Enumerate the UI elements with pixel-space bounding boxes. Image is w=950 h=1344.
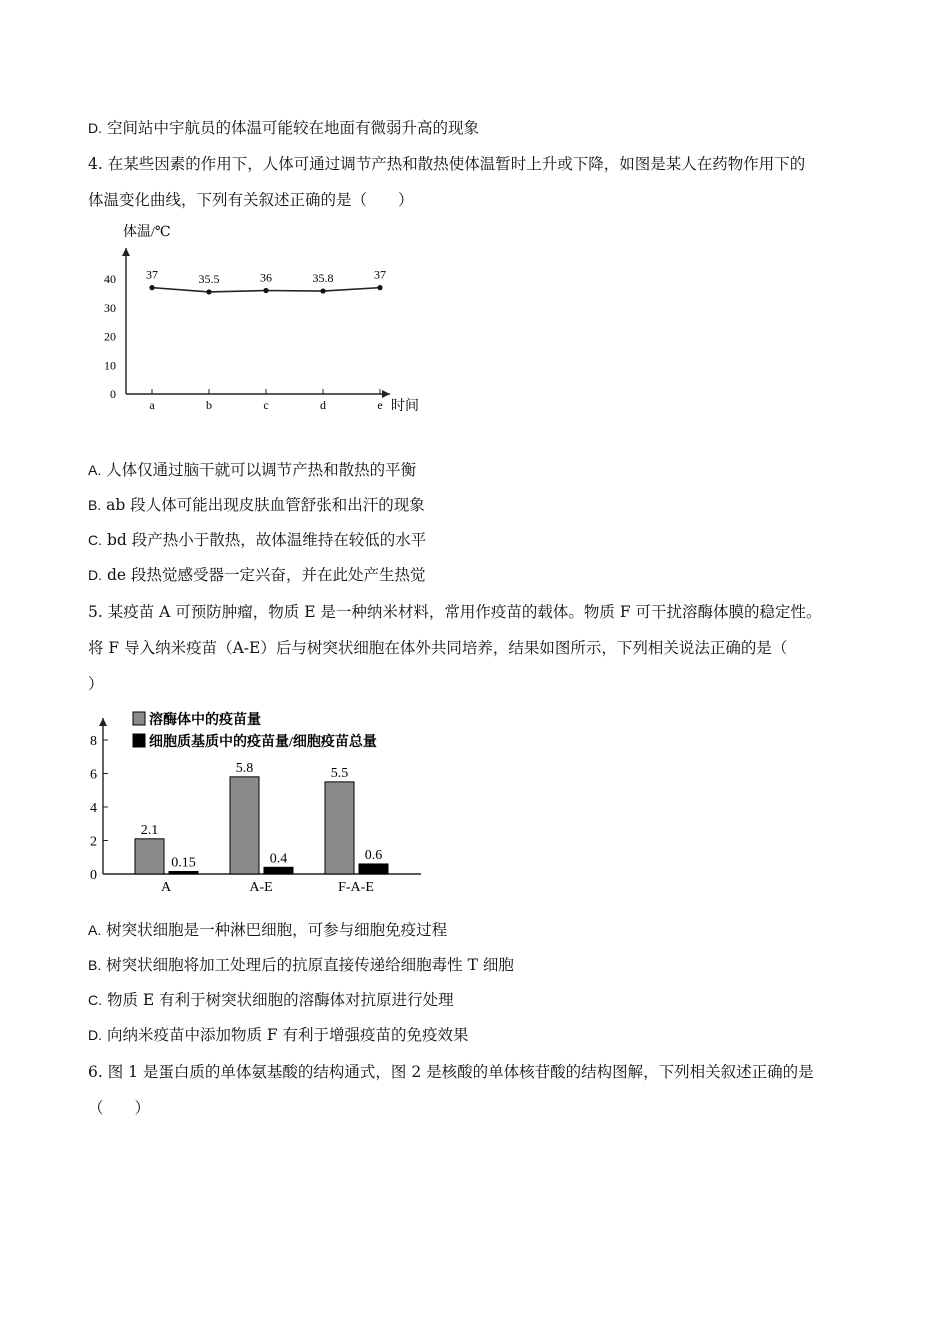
option-text: de 段热觉感受器一定兴奋，并在此处产生热觉 [106, 566, 426, 584]
chart1-y-tick-label: 10 [104, 358, 116, 373]
chart1-y-tick-label: 20 [104, 329, 116, 344]
chart2-marks [135, 761, 388, 874]
q5-stem-line-3: ） [88, 675, 104, 693]
option-letter: B. [88, 957, 102, 973]
chart1-ticks [104, 272, 383, 412]
q5-stem-line-2: 将 F 导入纳米疫苗（A-E）后与树突状细胞在体外共同培养，结果如图所示，下列相关说法正确的是（ [88, 639, 788, 657]
option-text: 树突状细胞是一种淋巴细胞，可参与细胞免疫过程 [106, 921, 448, 939]
chart1-data-label: 35.5 [198, 271, 220, 286]
q5-option-d [88, 1025, 469, 1045]
option-letter: B. [88, 497, 102, 513]
option-letter: A. [88, 922, 102, 938]
option-text: 向纳米疫苗中添加物质 F 有利于增强疫苗的免疫效果 [106, 1026, 469, 1044]
chart2-data-label: 0.15 [171, 855, 196, 871]
q4-stem-line-1: 4. 在某些因素的作用下，人体可通过调节产热和散热使体温暂时上升或下降，如图是某人在药物作用下的 [88, 155, 806, 173]
chart2-y-tick-label: 6 [90, 767, 97, 783]
chart1-data-label: 35.8 [312, 271, 334, 286]
chart1-xlabel: 时间 [391, 399, 419, 414]
q4-option-a [88, 460, 416, 480]
chart1-y-tick-label: 0 [110, 387, 116, 401]
chart1-data-label: 37 [146, 267, 158, 282]
option-text: 空间站中宇航员的体温可能较在地面有微弱升高的现象 [106, 119, 479, 137]
q4-option-b [88, 495, 425, 515]
option-text: ab 段人体可能出现皮肤血管舒张和出汗的现象 [106, 496, 425, 514]
chart1-x-tick-label: c [263, 398, 269, 412]
chart2-bar [135, 839, 164, 874]
q6-stem-line-1: 6. 图 1 是蛋白质的单体氨基酸的结构通式，图 2 是核酸的单体核苷酸的结构图解，下列相关叙述正确的是 [88, 1063, 814, 1081]
q5-option-a [88, 920, 447, 940]
chart1-point [149, 285, 154, 290]
chart2-data-label: 0.6 [364, 847, 383, 863]
chart1-marks [146, 268, 386, 295]
chart2-legend-swatch [133, 712, 145, 725]
chart2-data-label: 0.4 [269, 851, 288, 867]
chart2-bar [169, 871, 198, 874]
q3-option-d [88, 118, 479, 138]
chart1-ylabel: 体温/℃ [123, 225, 171, 240]
chart1-point [377, 285, 382, 290]
chart1-y-tick-label: 30 [104, 300, 116, 315]
chart1-x-tick-label: d [320, 398, 326, 412]
chart2-y-tick-label: 2 [90, 834, 97, 850]
chart2-legend-swatch [133, 734, 145, 747]
chart1-x-arrow [382, 390, 390, 398]
chart2-legend [133, 711, 377, 750]
chart2-y-tick-label: 4 [90, 801, 97, 816]
option-letter: D. [88, 120, 102, 136]
chart2-x-tick-label: A [160, 880, 172, 895]
chart1-x-tick-label: a [149, 398, 155, 412]
q5-option-b [88, 955, 514, 975]
option-text: bd 段产热小于散热，故体温维持在较低的水平 [106, 531, 427, 549]
q5-stem-line-1: 5. 某疫苗 A 可预防肿瘤，物质 E 是一种纳米材料，常用作疫苗的载体。物质 F 可干扰溶酶体膜的稳定性。 [88, 603, 822, 621]
chart2-bar [264, 867, 293, 874]
option-letter: C. [88, 992, 102, 1008]
body-temperature-line-chart [90, 218, 430, 418]
chart1-point [320, 288, 325, 293]
q6-stem-line-2: （ ） [88, 1099, 151, 1117]
option-letter: D. [88, 1027, 102, 1043]
chart2-data-label: 5.8 [235, 760, 254, 776]
chart1-y-tick-label: 40 [104, 272, 116, 286]
chart2-bar [230, 777, 259, 874]
q4-option-d [88, 565, 425, 585]
chart1-point [263, 288, 268, 293]
chart1-data-label: 37 [374, 267, 386, 282]
chart1-data-label: 36 [260, 270, 272, 285]
option-letter: C. [88, 532, 102, 548]
vaccine-bar-chart [85, 702, 445, 898]
q5-option-c [88, 990, 454, 1010]
chart2-legend-label: 溶酶体中的疫苗量 [149, 713, 261, 728]
chart2-legend-label: 细胞质基质中的疫苗量/细胞疫苗总量 [149, 735, 377, 750]
option-letter: A. [88, 462, 102, 478]
chart2-y-tick-label: 8 [90, 734, 97, 749]
q4-option-c [88, 530, 426, 550]
chart2-x-tick-label: A-E [249, 880, 273, 895]
q4-stem-line-2: 体温变化曲线，下列有关叙述正确的是（ ） [88, 191, 414, 209]
chart2-bar [359, 864, 388, 874]
option-text: 物质 E 有利于树突状细胞的溶酶体对抗原进行处理 [106, 991, 454, 1009]
chart2-y-tick-label: 0 [90, 868, 97, 883]
chart2-data-label: 2.1 [140, 822, 159, 838]
option-letter: D. [88, 567, 102, 583]
chart1-x-tick-label: b [206, 398, 212, 412]
chart2-bar [325, 782, 354, 874]
chart1-axes [122, 248, 390, 398]
chart1-point [206, 289, 211, 294]
option-text: 人体仅通过脑干就可以调节产热和散热的平衡 [106, 461, 417, 479]
chart2-x-tick-label: F-A-E [338, 880, 374, 895]
chart1-x-tick-label: e [377, 398, 383, 412]
chart2-y-arrow [99, 718, 107, 726]
chart2-data-label: 5.5 [330, 765, 349, 781]
option-text: 树突状细胞将加工处理后的抗原直接传递给细胞毒性 T 细胞 [106, 956, 514, 974]
chart1-y-arrow [122, 248, 130, 256]
